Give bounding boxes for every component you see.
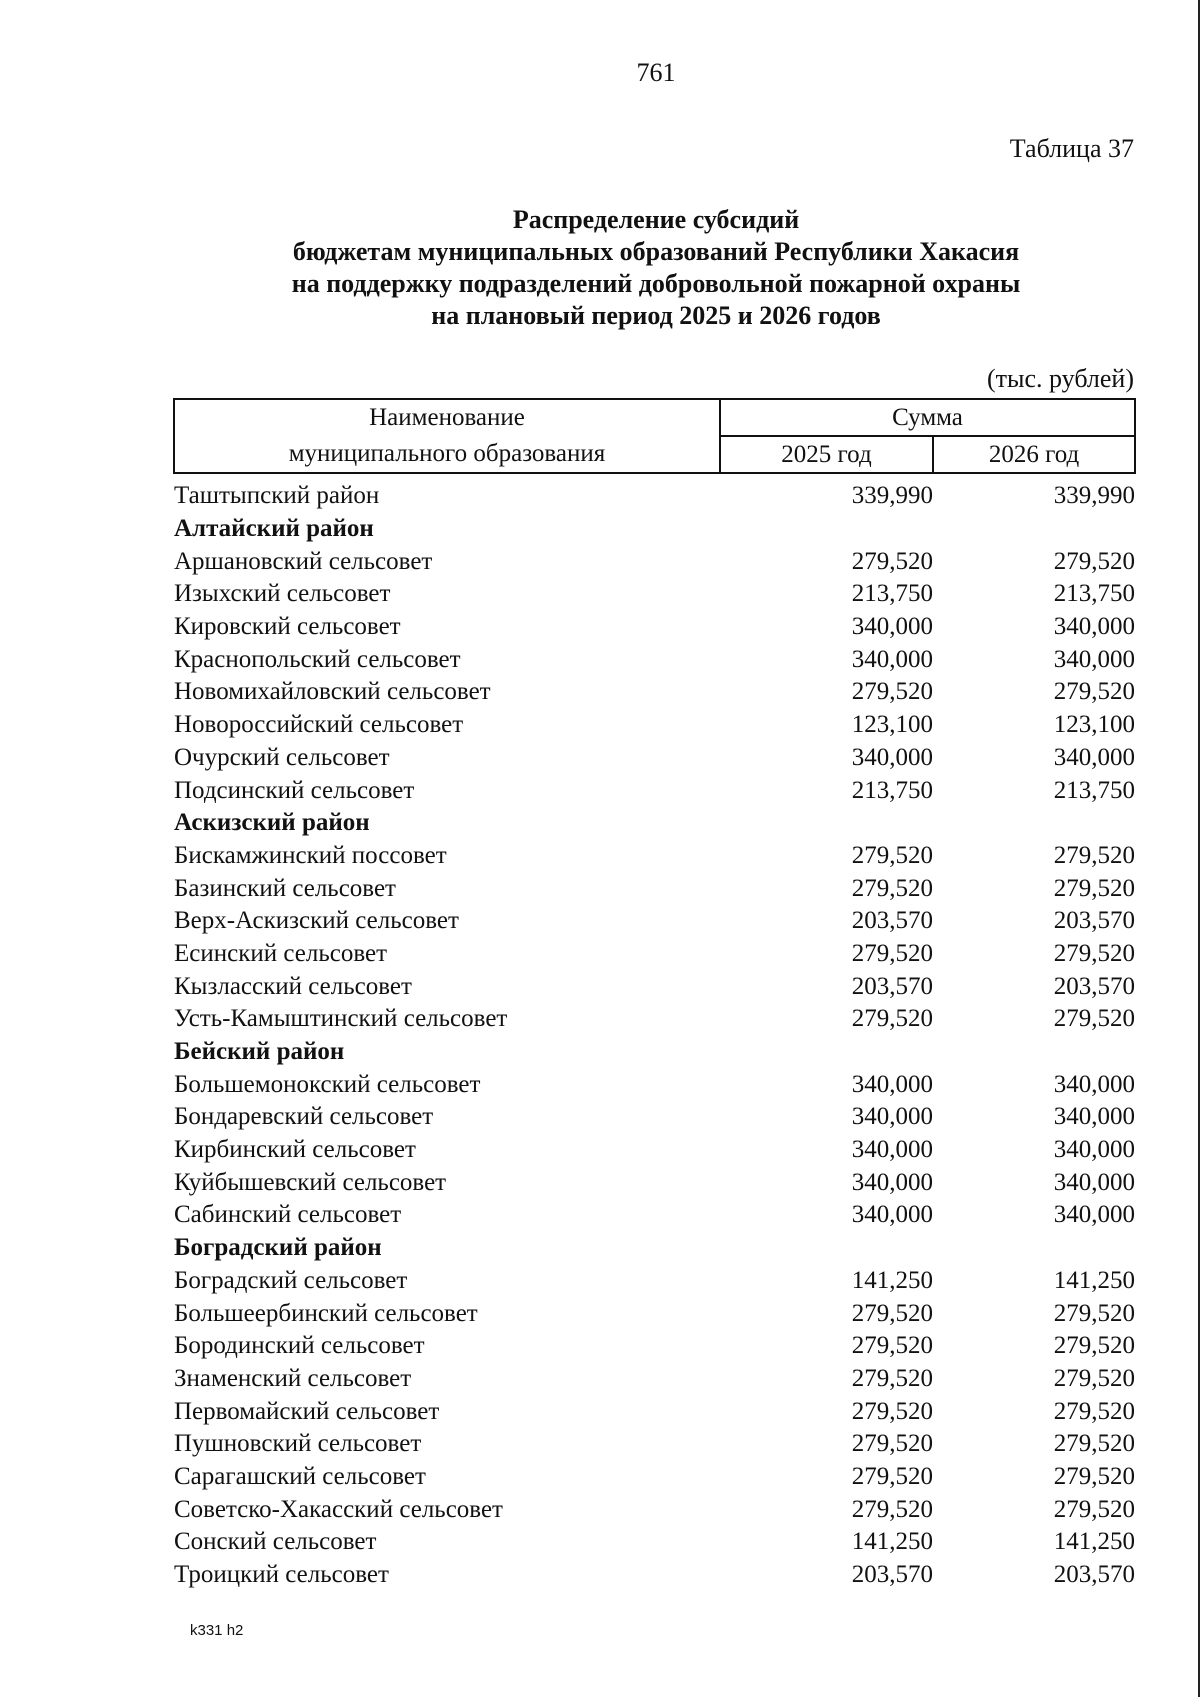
title-line-1: Распределение субсидий: [512, 205, 800, 234]
municipality-name: Большеербинский сельсовет: [174, 1299, 478, 1327]
amount-2025: 279,520: [851, 1430, 933, 1458]
municipality-name: Сабинский сельсовет: [174, 1201, 402, 1229]
amount-2025: 340,000: [851, 1103, 933, 1131]
amount-2025: 340,000: [851, 1136, 933, 1164]
amount-2026: 340,000: [1053, 1201, 1136, 1229]
table-row: [174, 676, 1135, 709]
amount-2026: 203,570: [1053, 1561, 1136, 1589]
amount-2026: 279,520: [1053, 874, 1136, 902]
amount-2026: 279,520: [1053, 1430, 1136, 1458]
table-row: [174, 1330, 1135, 1363]
amount-2026: 279,520: [1053, 939, 1136, 967]
table-row: [174, 1461, 1135, 1494]
municipality-name: Боградский район: [174, 1234, 382, 1262]
header-name-line-2: муниципального образования: [288, 440, 606, 467]
table-body: [174, 473, 1135, 1591]
page-number: 761: [636, 58, 676, 87]
amount-2025: 203,570: [851, 1561, 933, 1589]
municipality-name: Знаменский сельсовет: [174, 1364, 412, 1392]
table-row: [174, 1166, 1135, 1199]
municipality-name: Базинский сельсовет: [174, 874, 396, 902]
table-row: [174, 1428, 1135, 1461]
municipality-name: Кызласский сельсовет: [174, 972, 412, 1000]
amount-2025: 279,520: [851, 1462, 933, 1490]
document-title: [175, 204, 1137, 332]
municipality-name: Бейский район: [174, 1038, 345, 1066]
amount-2026: [933, 513, 1135, 546]
table-row: [174, 1395, 1135, 1428]
amount-2026: 279,520: [1053, 1462, 1136, 1490]
amount-2025: 279,520: [851, 939, 933, 967]
amount-2026: 279,520: [1053, 1364, 1136, 1392]
header-name-line-1: Наименование: [369, 404, 525, 431]
amount-2026: 340,000: [1053, 613, 1136, 641]
amount-2026: 213,750: [1053, 776, 1136, 804]
amount-2025: 340,000: [851, 645, 933, 673]
municipality-name: Аскизский район: [174, 809, 370, 837]
table-header: [174, 399, 1135, 473]
table-label: Таблица 37: [1009, 134, 1134, 163]
table-row: [174, 872, 1135, 905]
municipality-name: Кирбинский сельсовет: [174, 1136, 416, 1164]
amount-2026: 279,520: [1053, 841, 1136, 869]
amount-2025: 279,520: [851, 841, 933, 869]
amount-2025: 340,000: [851, 613, 933, 641]
amount-2026: 279,520: [1053, 1299, 1136, 1327]
header-name-column: [174, 399, 720, 473]
table-row: [174, 840, 1135, 873]
municipality-name: Первомайский сельсовет: [174, 1397, 440, 1425]
municipality-name: Сарагашский сельсовет: [174, 1462, 426, 1490]
municipality-name: Бородинский сельсовет: [174, 1332, 425, 1360]
table-row: [174, 1526, 1135, 1559]
municipality-name: Куйбышевский сельсовет: [174, 1168, 447, 1196]
amount-2026: 141,250: [1053, 1528, 1136, 1556]
amount-2025: 340,000: [851, 1201, 933, 1229]
table-row: [174, 938, 1135, 971]
amount-2025: 279,520: [851, 1005, 933, 1033]
table-row: [174, 709, 1135, 742]
table-row: [174, 742, 1135, 775]
municipality-name: Подсинский сельсовет: [174, 776, 415, 804]
municipality-name: Советско-Хакасский сельсовет: [174, 1495, 503, 1523]
amount-2025: 279,520: [851, 1299, 933, 1327]
amount-2025: 279,520: [851, 1332, 933, 1360]
amount-2025: 340,000: [851, 1168, 933, 1196]
subsidy-table: [173, 398, 1136, 1591]
municipality-name: Троицкий сельсовет: [174, 1561, 389, 1589]
district-row: [174, 807, 1135, 840]
table-row: [174, 905, 1135, 938]
table-row: [174, 970, 1135, 1003]
municipality-name: Кировский сельсовет: [174, 613, 401, 641]
title-line-4: на плановый период 2025 и 2026 годов: [431, 301, 881, 330]
amount-2026: 203,570: [1053, 972, 1136, 1000]
amount-2025: 279,520: [851, 547, 933, 575]
municipality-name: Изыхский сельсовет: [174, 580, 391, 608]
table-row: [174, 1101, 1135, 1134]
table-row: [174, 1265, 1135, 1298]
amount-2026: 141,250: [1053, 1266, 1136, 1294]
amount-2026: 279,520: [1053, 1332, 1136, 1360]
amount-2025: [720, 513, 933, 546]
amount-2025: [720, 1232, 933, 1265]
municipality-name: Бискамжинский поссовет: [174, 841, 447, 869]
municipality-name: Сонский сельсовет: [174, 1528, 377, 1556]
amount-2025: 279,520: [851, 1397, 933, 1425]
amount-2026: 213,750: [1053, 580, 1136, 608]
municipality-name: Очурский сельсовет: [174, 743, 390, 771]
amount-2026: [933, 807, 1135, 840]
amount-2025: 279,520: [851, 1495, 933, 1523]
amount-2026: 340,000: [1053, 1103, 1136, 1131]
amount-2026: 279,520: [1053, 547, 1136, 575]
municipality-name: Пушновский сельсовет: [174, 1430, 422, 1458]
municipality-name: Бондаревский сельсовет: [174, 1103, 434, 1131]
table-row: [174, 545, 1135, 578]
table-row: [174, 578, 1135, 611]
amount-2025: 203,570: [851, 907, 933, 935]
amount-2026: 279,520: [1053, 1495, 1136, 1523]
table-row: [174, 1134, 1135, 1167]
units-label: (тыс. рублей): [986, 364, 1134, 393]
title-line-2: бюджетам муниципальных образований Республики Хакасия: [292, 237, 1020, 266]
table-row: [174, 1297, 1135, 1330]
amount-2026: 339,990: [1053, 482, 1136, 510]
footer-code: k331 h2: [190, 1622, 244, 1639]
municipality-name: Новороссийский сельсовет: [174, 711, 464, 739]
municipality-name: Аршановский сельсовет: [174, 547, 433, 575]
table-row: [174, 1363, 1135, 1396]
table-row: [174, 611, 1135, 644]
table-row: [174, 1003, 1135, 1036]
amount-2025: [720, 807, 933, 840]
municipality-name: Таштыпский район: [174, 482, 380, 510]
amount-2025: 213,750: [851, 580, 933, 608]
amount-2025: 203,570: [851, 972, 933, 1000]
header-year-2026: 2026 год: [933, 436, 1135, 473]
amount-2026: 279,520: [1053, 1005, 1136, 1033]
municipality-name: Алтайский район: [174, 515, 374, 543]
amount-2026: 340,000: [1053, 1168, 1136, 1196]
amount-2026: 340,000: [1053, 1070, 1136, 1098]
municipality-name: Есинский сельсовет: [174, 939, 388, 967]
amount-2026: 340,000: [1053, 1136, 1136, 1164]
district-row: [174, 513, 1135, 546]
amount-2025: 123,100: [851, 711, 933, 739]
amount-2025: 279,520: [851, 678, 933, 706]
amount-2025: 141,250: [851, 1528, 933, 1556]
amount-2025: 340,000: [851, 743, 933, 771]
table-row: [174, 774, 1135, 807]
amount-2025: [720, 1036, 933, 1069]
amount-2026: 123,100: [1053, 711, 1136, 739]
header-sum: Сумма: [720, 399, 1135, 436]
amount-2025: 279,520: [851, 1364, 933, 1392]
district-row: [174, 1232, 1135, 1265]
amount-2026: [933, 1232, 1135, 1265]
amount-2026: [933, 1036, 1135, 1069]
amount-2026: 279,520: [1053, 1397, 1136, 1425]
header-year-2025: 2025 год: [720, 436, 933, 473]
table-row: [174, 1493, 1135, 1526]
title-line-3: на поддержку подразделений добровольной пожарной охраны: [291, 269, 1021, 298]
amount-2025: 340,000: [851, 1070, 933, 1098]
table-row: [174, 1559, 1135, 1592]
municipality-name: Большемонокский сельсовет: [174, 1070, 481, 1098]
municipality-name: Верх-Аскизский сельсовет: [174, 907, 459, 935]
table-row: [174, 643, 1135, 676]
amount-2025: 279,520: [851, 874, 933, 902]
municipality-name: Новомихайловский сельсовет: [174, 678, 491, 706]
amount-2025: 339,990: [851, 482, 933, 510]
table-row: [174, 1068, 1135, 1101]
municipality-name: Краснопольский сельсовет: [174, 645, 461, 673]
amount-2026: 340,000: [1053, 743, 1136, 771]
amount-2026: 340,000: [1053, 645, 1136, 673]
table-row: [174, 1199, 1135, 1232]
amount-2026: 203,570: [1053, 907, 1136, 935]
amount-2025: 141,250: [851, 1266, 933, 1294]
district-row: [174, 1036, 1135, 1069]
municipality-name: Усть-Камыштинский сельсовет: [174, 1005, 508, 1033]
municipality-name: Боградский сельсовет: [174, 1266, 408, 1294]
amount-2025: 213,750: [851, 776, 933, 804]
table-row: [174, 473, 1135, 513]
amount-2026: 279,520: [1053, 678, 1136, 706]
